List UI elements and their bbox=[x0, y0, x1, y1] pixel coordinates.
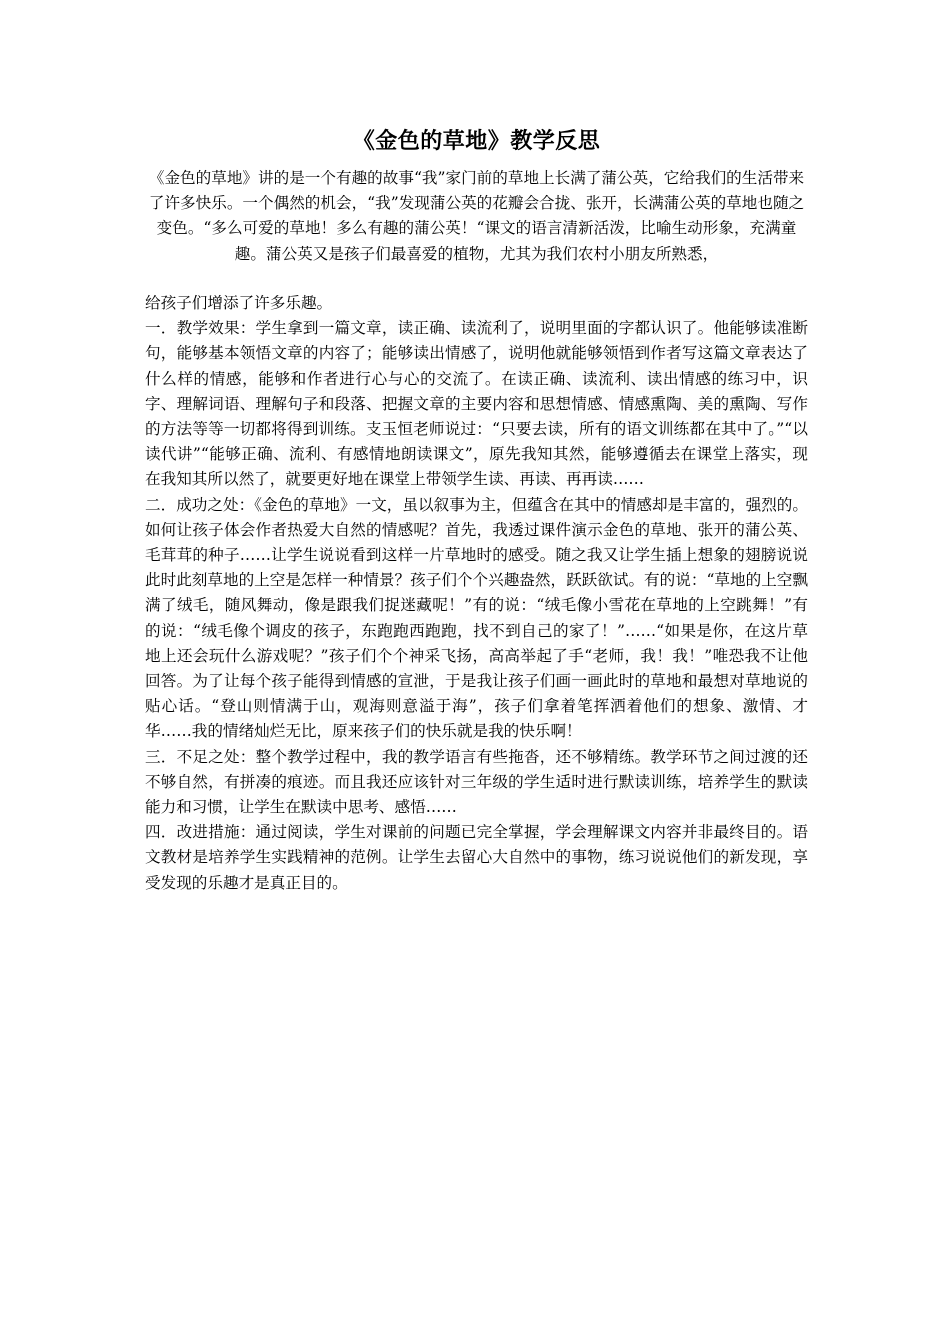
document-title: 《金色的草地》教学反思 bbox=[352, 129, 601, 154]
paragraph-continuation: 给孩子们增添了许多乐趣。 bbox=[145, 294, 333, 312]
paragraph-successes: 二．成功之处：《金色的草地》一文，虽以叙事为主，但蕴含在其中的情感却是丰富的，强烈的。如何让孩子体会作者热爱大自然的情感呢？首先，我透过课件演示金色的草地、张开的蒲公英、毛茸茸的种子……让学生说说看到这样一片草地时的感受。随之我又让学生插上想象的翅膀说说此时此刻草地的上空是怎样一种情景？孩子们个个兴趣盎然，跃跃欲试。有的说：“草地的上空飘满了绒毛，随风舞动，像是跟我们捉迷藏呢！”有的说：“绒毛像小雪花在草地的上空跳舞！”有的说：“绒毛像个调皮的孩子，东跑跑西跑跑，找不到自己的家了！”……“如果是你，在这片草地上还会玩什么游戏呢？”孩子们个个神采飞扬，高高举起了手“老师，我！我！”唯恐我不让他回答。为了让每个孩子能得到情感的宣泄，于是我让孩子们画一画此时的草地和最想对草地说的贴心话。“登山则情满于山，观海则意溢于海”，孩子们拿着笔挥洒着他们的想象、激情、才华……我的情绪灿烂无比，原来孩子们的快乐就是我的快乐啊！ bbox=[145, 495, 808, 741]
intro-paragraph: 《金色的草地》讲的是一个有趣的故事“我”家门前的草地上长满了蒲公英，它给我们的生活带来了许多快乐。一个偶然的机会，“我”发现蒲公英的花瓣会合拢、张开，长满蒲公英的草地也随之变色。“多么可爱的草地！多么有趣的蒲公英！“课文的语言清新活泼，比喻生动形象，充满童趣。蒲公英又是孩子们最喜爱的植物，尤其为我们农村小朋友所熟悉， bbox=[148, 169, 805, 263]
paragraph-shortcomings: 三．不足之处：整个教学过程中，我的教学语言有些拖沓，还不够精练。教学环节之间过渡的还不够自然，有拼凑的痕迹。而且我还应该针对三年级的学生适时进行默读训练，培养学生的默读能力和习惯，让学生在默读中思考、感悟…… bbox=[145, 747, 808, 817]
paragraph-teaching-effect: 一．教学效果：学生拿到一篇文章，读正确、读流利了，说明里面的字都认识了。他能够读准断句，能够基本领悟文章的内容了；能够读出情感了，说明他就能够领悟到作者写这篇文章表达了什么样的情感，能够和作者进行心与心的交流了。在读正确、读流利、读出情感的练习中，识字、理解词语、理解句子和段落、把握文章的主要内容和思想情感、情感熏陶、美的熏陶、写作的方法等等一切都将得到训练。支玉恒老师说过：“只要去读，所有的语文训练都在其中了。”“以读代讲”“能够正确、流利、有感情地朗读课文”，原先我知其然，能够遵循去在课堂上落实，现在我知其所以然了，就要更好地在课堂上带领学生读、再读、再再读…… bbox=[145, 319, 808, 489]
document-body bbox=[145, 291, 808, 896]
paragraph-improvements: 四．改进措施：通过阅读，学生对课前的问题已完全掌握，学会理解课文内容并非最终目的。语文教材是培养学生实践精神的范例。让学生去留心大自然中的事物，练习说说他们的新发现，享受发现的乐趣才是真正目的。 bbox=[145, 823, 808, 892]
